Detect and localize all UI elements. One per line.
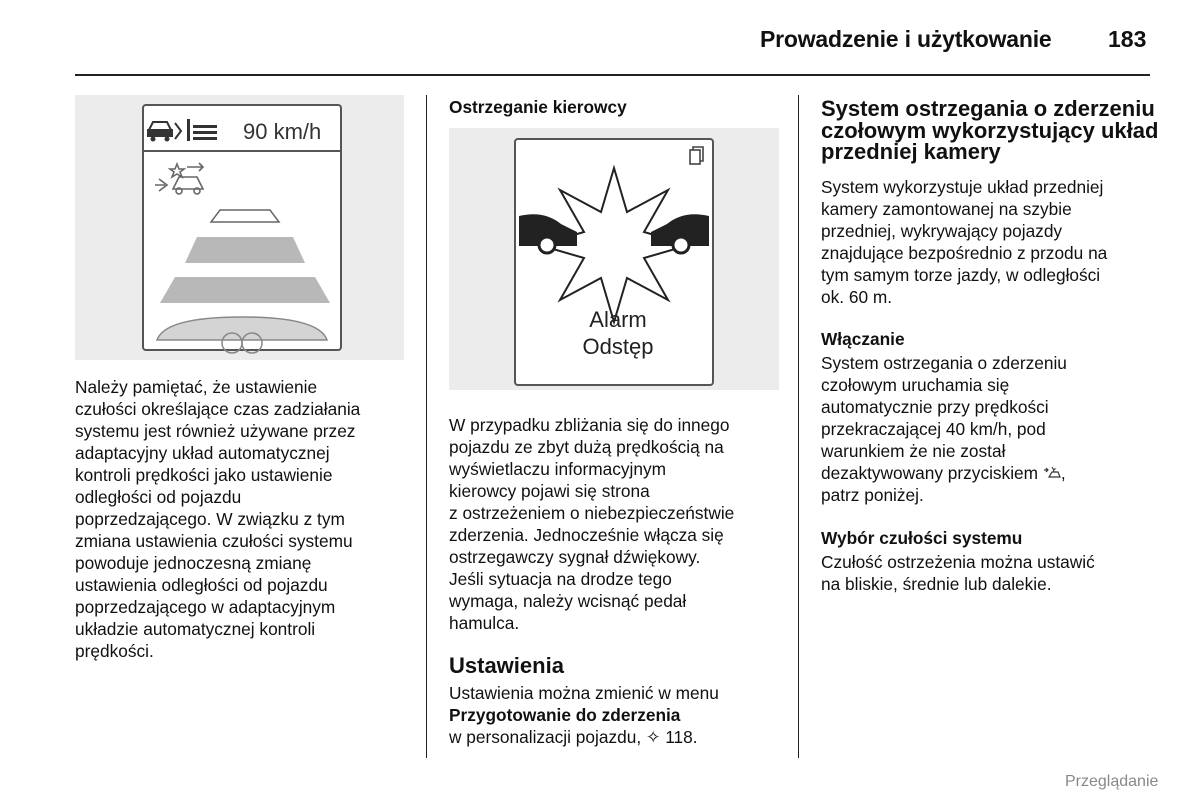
heading-line: System ostrzegania o zderzeniu — [821, 96, 1155, 121]
text-line: kierowcy pojawi się strona — [449, 481, 650, 501]
page-header — [0, 0, 1200, 80]
text-line: wymaga, należy wcisnąć pedał — [449, 591, 687, 611]
driver-warning-heading: Ostrzeganie kierowcy — [449, 97, 627, 117]
text-fragment: , — [1060, 463, 1066, 483]
text-line: poprzedzającego. W związku z tym — [75, 509, 345, 529]
text-line: W przypadku zbliżania się do innego — [449, 415, 730, 435]
text-line: zderzenia. Jednocześnie włącza się — [449, 525, 724, 545]
text-line: przekraczającej 40 km/h, pod — [821, 419, 1046, 439]
settings-heading: Ustawienia — [449, 653, 564, 678]
text-line: Ustawienia można zmienić w menu — [449, 683, 719, 703]
sensitivity-paragraph — [821, 551, 1095, 595]
text-line: kontroli prędkości jako ustawienie — [75, 465, 333, 485]
distance-display-illustration — [75, 95, 404, 360]
figure-distance-display — [75, 95, 404, 360]
text-line: systemu jest również używane przez — [75, 421, 356, 441]
text-line: Należy pamiętać, że ustawienie — [75, 377, 318, 397]
column-divider-left — [426, 95, 427, 758]
figure-collision-alarm — [449, 128, 779, 390]
speed-readout: 90 km/h — [243, 119, 322, 144]
text-line: tym samym torze jazdy, w odległości — [821, 265, 1101, 285]
enable-paragraph — [821, 352, 1067, 506]
text-fragment: w personalizacji pojazdu, — [449, 727, 646, 747]
collision-alarm-illustration — [449, 128, 779, 390]
text-line: układzie automatycznej kontroli — [75, 619, 316, 639]
menu-name: Przygotowanie do zderzenia — [449, 705, 681, 725]
col2-paragraph — [449, 414, 734, 634]
text-line: na bliskie, średnie lub dalekie. — [821, 574, 1052, 594]
text-line: warunkiem że nie został — [821, 441, 1006, 461]
settings-paragraph — [449, 682, 719, 748]
page-reference[interactable]: 118. — [665, 727, 698, 747]
text-line: patrz poniżej. — [821, 485, 924, 505]
section-title: Prowadzenie i użytkowanie — [760, 26, 1052, 52]
text-line: kamery zamontowanej na szybie — [821, 199, 1072, 219]
footer-label[interactable]: Przeglądanie — [1065, 773, 1159, 790]
distance-label: Odstęp — [582, 334, 654, 359]
text-line: czułości określające czas zadziałania — [75, 399, 361, 419]
text-line: adaptacyjny układ automatycznej — [75, 443, 330, 463]
heading-line: czołowym wykorzystujący układ — [821, 117, 1159, 143]
column-divider-right — [798, 95, 799, 758]
text-line: odległości od pojazdu — [75, 487, 242, 507]
alarm-label: Alarm — [589, 307, 647, 332]
cross-reference-icon: ✧ — [645, 727, 661, 747]
text-line: powoduje jednoczesną zmianę — [75, 553, 312, 573]
fcw-button-icon — [1043, 466, 1061, 480]
header-divider — [75, 74, 1150, 76]
col3-paragraph — [821, 176, 1107, 308]
text-line: ostrzegawczy sygnał dźwiękowy. — [449, 547, 701, 567]
text-line: z ostrzeżeniem o niebezpieczeństwie — [449, 503, 735, 523]
text-line: przedniej, wykrywający pojazdy — [821, 221, 1063, 241]
text-line: poprzedzającego w adaptacyjnym — [75, 597, 336, 617]
text-fragment: dezaktywowany przyciskiem — [821, 463, 1043, 483]
fcw-heading — [821, 98, 1158, 163]
enable-heading: Włączanie — [821, 329, 905, 349]
text-line: zmiana ustawienia czułości systemu — [75, 531, 353, 551]
heading-line: przedniej kamery — [821, 139, 1001, 164]
text-line: ok. 60 m. — [821, 287, 893, 307]
text-line: wyświetlaczu informacyjnym — [449, 459, 667, 479]
text-line — [821, 462, 1067, 484]
text-line: Czułość ostrzeżenia można ustawić — [821, 552, 1095, 572]
text-line: ustawienia odległości od pojazdu — [75, 575, 328, 595]
text-line: Jeśli sytuacja na drodze tego — [449, 569, 672, 589]
text-line: automatycznie przy prędkości — [821, 397, 1049, 417]
text-line: znajdujące bezpośrednio z przodu na — [821, 243, 1108, 263]
text-line: hamulca. — [449, 613, 520, 633]
text-line — [449, 726, 719, 748]
sensitivity-heading: Wybór czułości systemu — [821, 528, 1023, 548]
col1-paragraph — [75, 376, 360, 662]
text-line: System wykorzystuje układ przedniej — [821, 177, 1104, 197]
text-line: System ostrzegania o zderzeniu — [821, 353, 1067, 373]
page-number: 183 — [1108, 26, 1147, 52]
text-line: czołowym uruchamia się — [821, 375, 1010, 395]
text-line: pojazdu ze zbyt dużą prędkością na — [449, 437, 724, 457]
text-line: prędkości. — [75, 641, 154, 661]
